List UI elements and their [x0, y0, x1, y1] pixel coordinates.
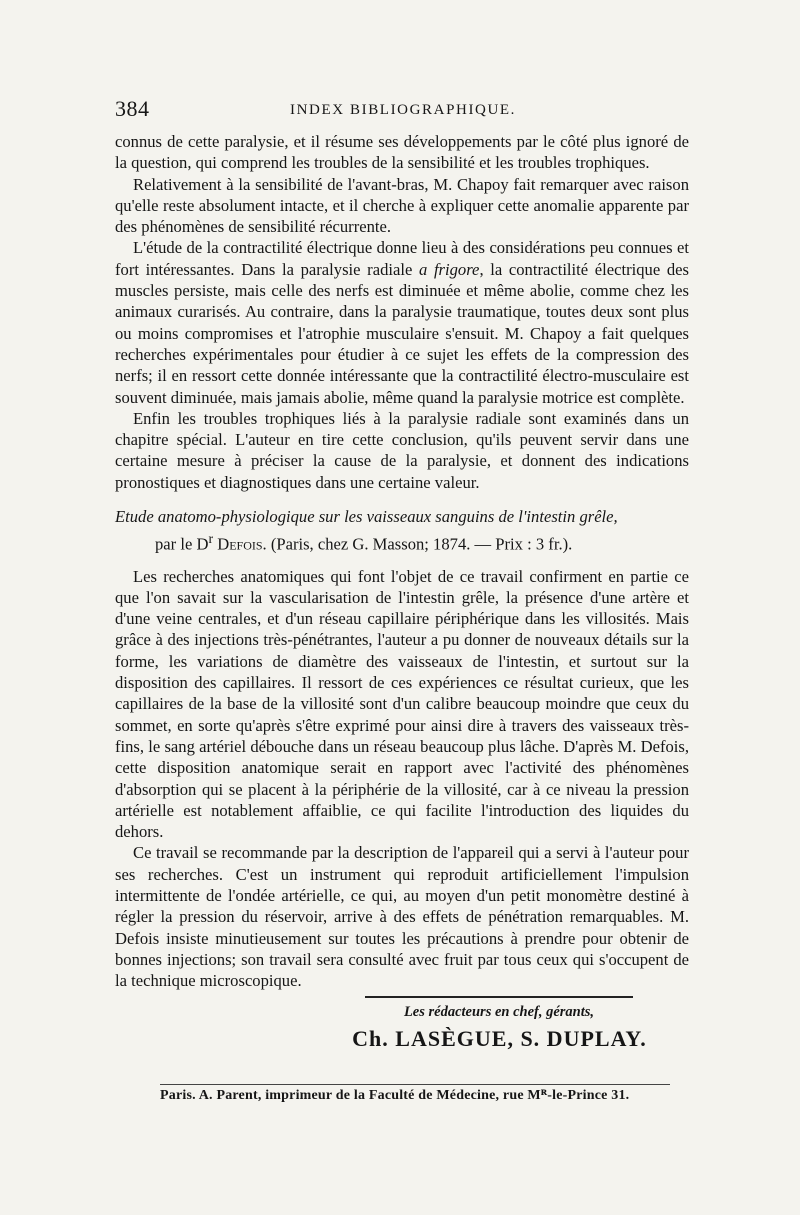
review-paragraph-2: Ce travail se recommande par la description de l'appareil qui a servi à l'auteur pour ses recherches. C'est un instrument qui reproduit artificiellement l'impulsion intermittente de l'ondée artérielle, ce qui, au moyen d'un petit monomètre destiné à régler la pression du réservoir, arrive à des effets de pénétration remarquables. M. Defois insiste minutieusement sur toutes les précautions à prendre pour obtenir de bonnes injections; son travail sera consulté avec fruit par tous ceux qui s'occupent de la technique microscopique.	[115, 843, 689, 991]
entry-author-sup: r	[208, 531, 214, 547]
entry-details: . (Paris, chez G. Masson; 1874. — Prix : 3 fr.).	[262, 534, 573, 554]
signature-label: Les rédacteurs en chef, gérants,	[403, 1004, 595, 1020]
paragraph-continuation: connus de cette paralysie, et il résume ses développements par le côté plus ignoré de la question, qui comprend les troubles de la sensibilité et les troubles trophiques.	[115, 132, 689, 173]
entry-author-prefix: par le D	[155, 534, 209, 554]
page-body	[115, 131, 689, 992]
entry-author-name: Defois	[217, 534, 263, 554]
paragraph-sensibility: Relativement à la sensibilité de l'avant-bras, M. Chapoy fait remarquer avec raison qu'elle reste absolument intacte, et il cherche à expliquer cette anomalie apparente par des phénomènes de sensibilité récurrente.	[115, 174, 689, 237]
paragraph-contractility-emphasis: a frigore	[418, 259, 480, 279]
paragraph-contractility-part-b: , la contractilité électrique des muscles persiste, mais celle des nerfs est diminuée et même abolie, comme chez les animaux curarisés. Au contraire, dans la paralysie traumatique, toutes deux sont plus ou moins compromises et l'atrophie musculaire s'ensuit. M. Chapoy a fait quelques recherches expérimentales pour étudier à ce sujet les effets de la compression des nerfs; il en ressort cette donnée intéressante que la contractilité électro-musculaire est souvent diminuée, mais jamais abolie, même quand la paralysie motrice est complète.	[115, 259, 689, 407]
entry-title: Etude anatomo-physiologique sur les vaisseaux sanguins de l'intestin grêle,	[115, 507, 618, 527]
signature-names: Ch. LASÈGUE, S. DUPLAY.	[352, 1026, 647, 1051]
page-header	[115, 96, 689, 124]
paragraph-trophic: Enfin les troubles trophiques liés à la paralysie radiale sont examinés dans un chapitre spécial. L'auteur en tire cette conclusion, qu'ils peuvent servir dans une certaine mesure à préciser la cause de la paralysie, et donnent des indications pronostiques et diagnostiques dans une certaine valeur.	[115, 408, 689, 492]
signature-rule	[365, 996, 633, 998]
entry-citation	[115, 528, 689, 556]
bibliography-entry	[115, 506, 689, 556]
imprint-rule	[160, 1084, 670, 1085]
paragraph-contractility-part-a: L'étude de la contractilité électrique donne lieu à des considérations peu connues et fort intéressantes. Dans la paralysie radiale	[115, 238, 689, 279]
imprint-line: Paris. A. Parent, imprimeur de la Faculté de Médecine, rue Mᴿ-le-Prince 31.	[160, 1088, 630, 1103]
paragraph-contractility	[115, 237, 689, 407]
running-head: INDEX BIBLIOGRAPHIQUE.	[290, 102, 517, 118]
review-paragraph-1: Les recherches anatomiques qui font l'objet de ce travail confirment en partie ce que l'on savait sur la vascularisation de l'intestin grêle, la présence d'une artère et d'une veine centrales, et d'un réseau capillaire périphérique dans les villosités. Mais grâce à des injections très-pénétrantes, l'auteur a pu donner de nouveaux détails sur la forme, les variations de diamètre des vaisseaux de l'intestin, et surtout sur la disposition des capillaires. Il ressort de ces expériences ce résultat curieux, que les capillaires de la base de la villosité sont d'un calibre beaucoup moindre que ceux du sommet, en sorte qu'après s'être exprimé pour ainsi dire à travers des vaisseaux très-fins, le sang artériel débouche dans un réseau beaucoup plus lâche. D'après M. Defois, cette disposition anatomique serait en rapport avec l'activité des phénomènes d'absorption qui se placent à la périphérie de la villosité, car à ce niveau la pression artérielle est notablement affaiblie, ce qui facilite l'introduction des liquides du dehors.	[115, 566, 689, 842]
page-number: 384	[115, 96, 150, 121]
